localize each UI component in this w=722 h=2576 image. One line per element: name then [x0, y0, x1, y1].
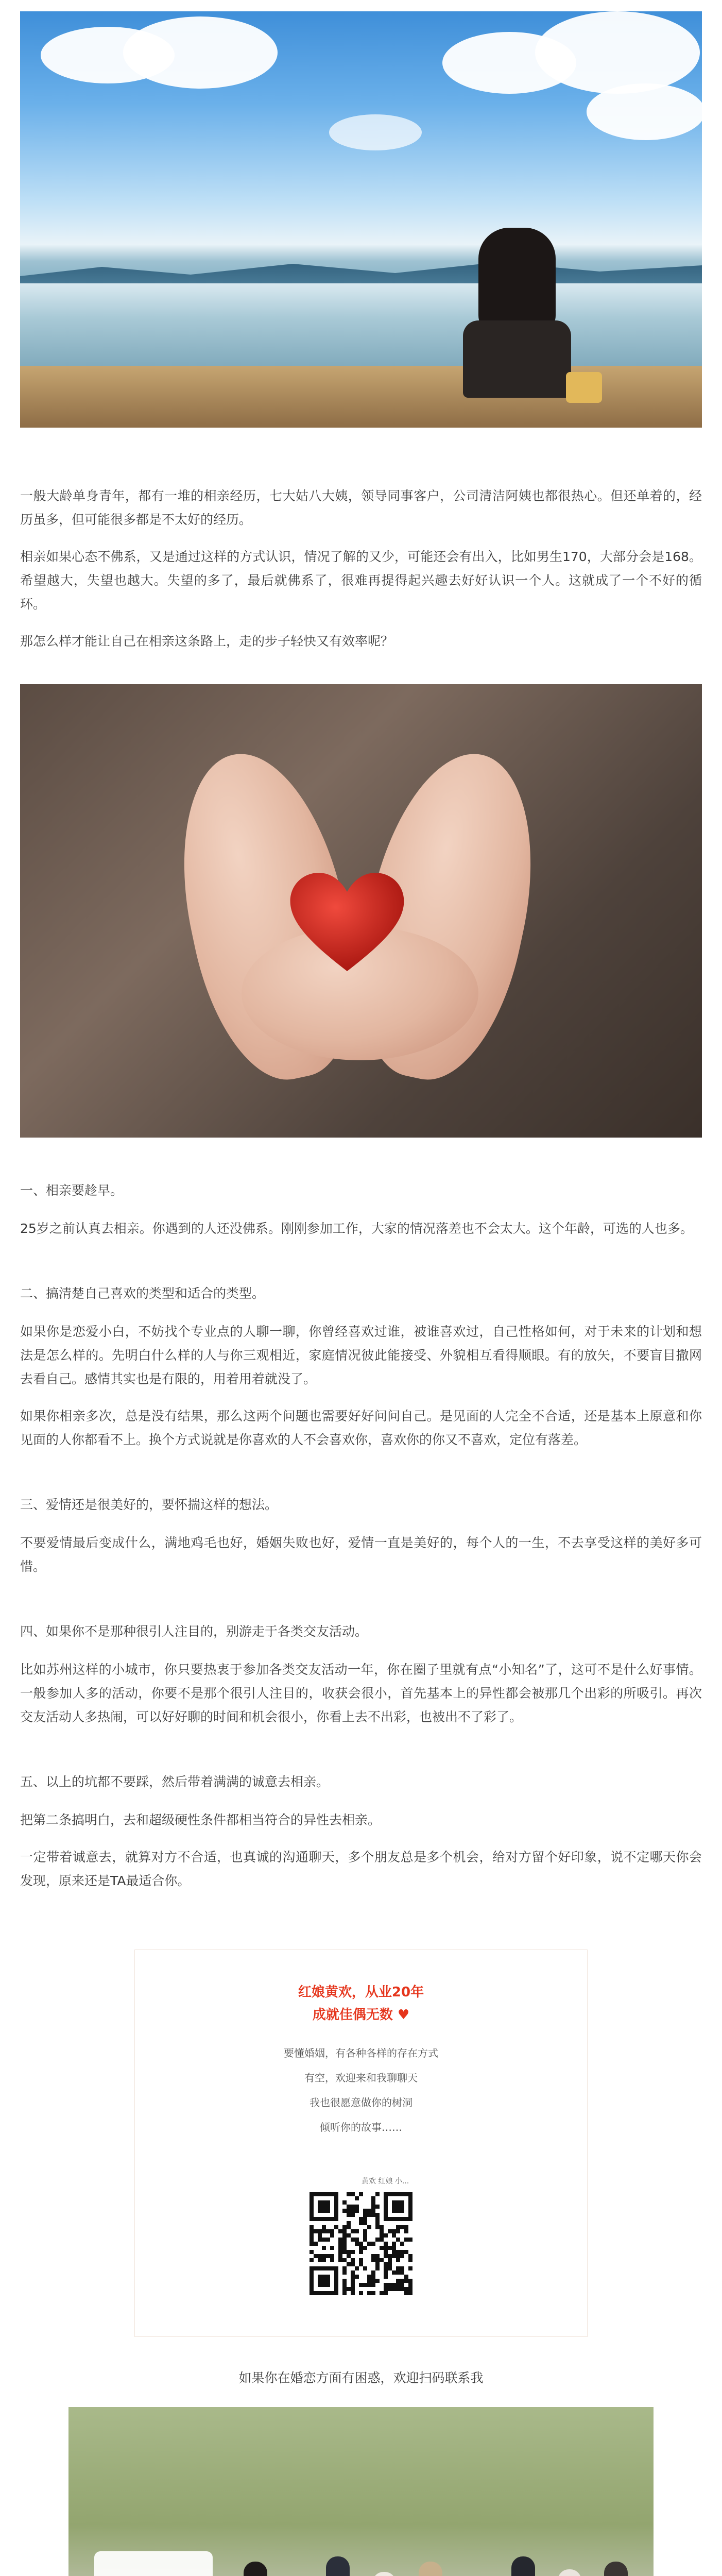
hands-heart-image	[20, 684, 702, 1138]
section-paragraph: 一定带着诚意去，就算对方不合适，也真诚的沟通聊天，多个朋友总是多个机会，给对方留个好印象，说不定哪天你会发现，原来还是TA最适合你。	[20, 1850, 702, 1888]
ad-subheadline: 成就佳偶无数 ♥	[312, 2007, 410, 2023]
section-1	[20, 1179, 702, 1241]
section-paragraph: 如果你是恋爱小白，不妨找个专业点的人聊一聊，你曾经喜欢过谁，被谁喜欢过，自己性格如何，对于未来的计划和想法是怎么样的。先明白什么样的人与你三观相近，家庭情况彼此能接受、外貌相互看得顺眼。有的放矢，不要盲目撒网去看自己。感情其实也是有限的，用着用着就没了。	[20, 1324, 702, 1386]
intro-paragraphs	[20, 484, 702, 653]
ad-line: 倾听你的故事……	[320, 2121, 402, 2133]
section-title: 三、爱情还是很美好的，要怀揣这样的想法。	[20, 1497, 278, 1512]
intro-paragraph: 一般大龄单身青年，都有一堆的相亲经历，七大姑八大姨，领导同事客户，公司清洁阿姨也都很热心。但还单着的，经历虽多，但可能很多都是不太好的经历。	[20, 488, 702, 527]
section-paragraph: 把第二条搞明白，去和超级硬性条件都相当符合的异性去相亲。	[20, 1812, 381, 1827]
double-wing-logo-icon	[94, 2551, 213, 2576]
ad-line: 有空，欢迎来和我聊聊天	[304, 2072, 418, 2084]
section-paragraph: 不要爱情最后变成什么，满地鸡毛也好，婚姻失败也好，爱情一直是美好的，每个人的一生，不去享受这样的美好多可惜。	[20, 1535, 702, 1574]
section-2	[20, 1282, 702, 1452]
matchmaker-ad-card	[134, 1950, 588, 2337]
section-5	[20, 1770, 702, 1893]
intro-paragraph: 相亲如果心态不佛系，又是通过这样的方式认识，情况了解的又少，可能还会有出入，比如男生170，大部分会是168。希望越大，失望也越大。失望的多了，最后就佛系了，很难再提得起兴趣去好好认识一个人。这就成了一个不好的循环。	[20, 549, 702, 612]
section-title: 二、搞清楚自己喜欢的类型和适合的类型。	[20, 1286, 265, 1301]
ad-headline: 红娘黄欢，从业20年	[298, 1985, 424, 2000]
heart-icon	[288, 870, 406, 978]
article-content	[20, 11, 702, 2576]
contact-caption: 如果你在婚恋方面有困惑，欢迎扫码联系我	[238, 2370, 484, 2385]
section-paragraph: 25岁之前认真去相亲。你遇到的人还没佛系。刚刚参加工作，大家的情况落差也不会太大。这个年龄，可选的人也多。	[20, 1221, 693, 1236]
section-title: 一、相亲要趁早。	[20, 1183, 124, 1198]
brand-logo	[94, 2551, 213, 2576]
qr-owner-label: 黄欢 红娘 小...	[362, 2177, 409, 2185]
contact-qr-code[interactable]	[310, 2192, 412, 2295]
section-title: 五、以上的坑都不要踩，然后带着满满的诚意去相亲。	[20, 1774, 330, 1789]
hero-image-lake-girl	[20, 11, 702, 428]
event-photo	[68, 2407, 654, 2576]
ad-line: 我也很愿意做你的树洞	[310, 2096, 412, 2109]
section-paragraph: 比如苏州这样的小城市，你只要热衷于参加各类交友活动一年，你在圈子里就有点“小知名”了，这可不是什么好事情。一般参加人多的活动，你要不是那个很引人注目的，收获会很小，首先基本上的异性都会被那几个出彩的所吸引。再次交友活动人多热闹，可以好好聊的时间和机会很小，你看上去不出彩，也被出不了彩了。	[20, 1662, 702, 1724]
section-title: 四、如果你不是那种很引人注目的，别游走于各类交友活动。	[20, 1624, 368, 1639]
ad-line: 要懂婚姻，有各种各样的存在方式	[284, 2047, 438, 2059]
intro-paragraph: 那怎么样才能让自己在相亲这条路上，走的步子轻快又有效率呢？	[20, 634, 394, 649]
section-paragraph: 如果你相亲多次，总是没有结果，那么这两个问题也需要好好问问自己。是见面的人完全不合适，还是基本上原意和你见面的人你都看不上。换个方式说就是你喜欢的人不会喜欢你，喜欢你的你又不喜欢，定位有落差。	[20, 1409, 702, 1447]
section-3	[20, 1493, 702, 1579]
section-4	[20, 1620, 702, 1729]
